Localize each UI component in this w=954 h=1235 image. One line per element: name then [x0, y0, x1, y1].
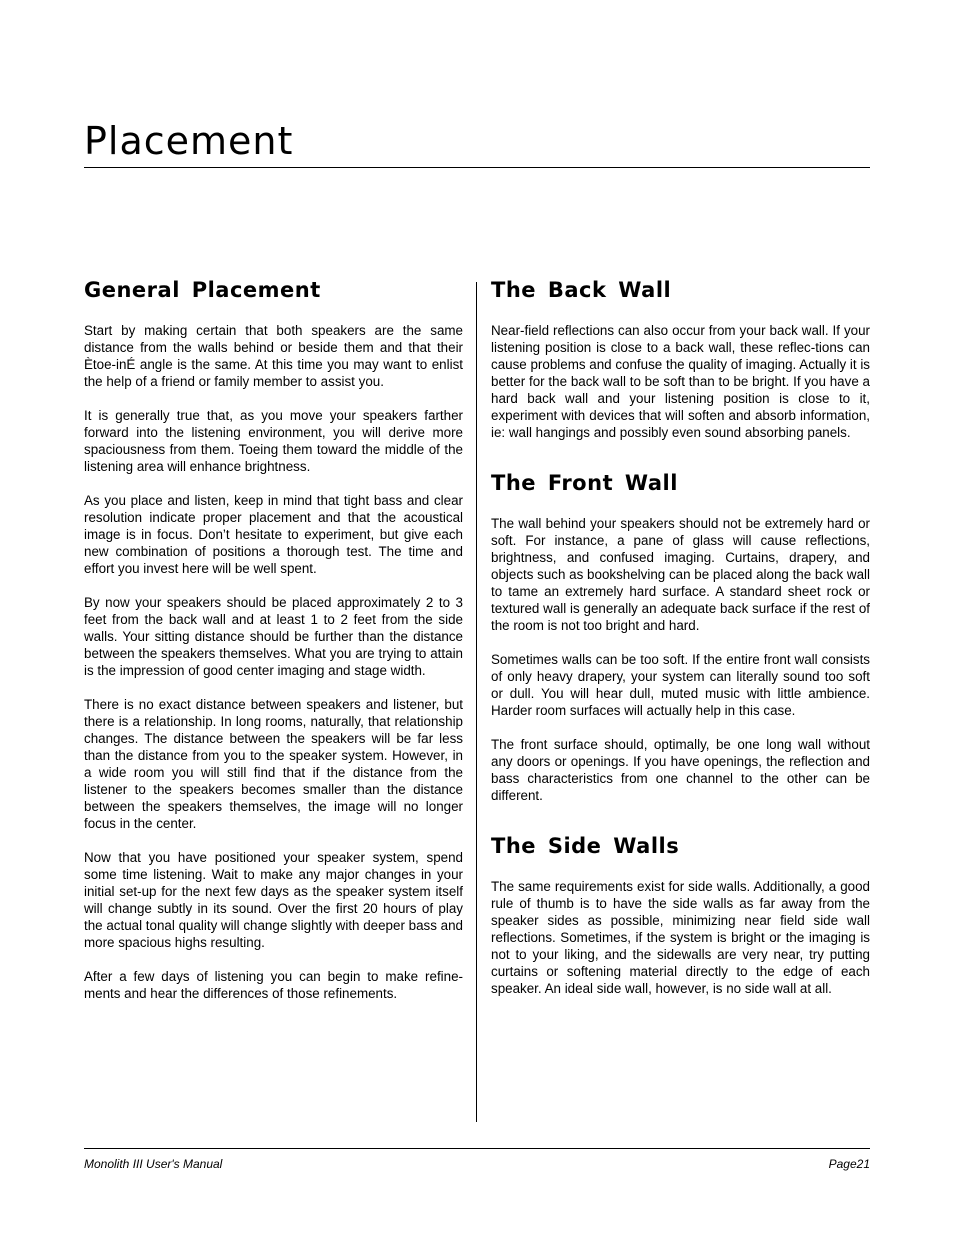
section-body — [84, 322, 463, 1002]
footer-divider — [84, 1148, 870, 1149]
section-general-placement — [84, 276, 463, 1002]
section-side-walls — [491, 832, 870, 997]
section-body — [491, 515, 870, 804]
left-column — [84, 276, 463, 1002]
paragraph: As you place and listen, keep in mind that tight bass and clear resolution indicate proper placement and that the acoustical image is in focus. Don’t hesitate to experiment, but give each new combination of positions a thorough test. The time and effort you invest here will be well spent. — [84, 493, 463, 576]
paragraph: Near-field reflections can also occur from your back wall. If your listening position is close to a back wall, these reflec-tions can cause problems and confuse the quality of imaging. Actually it is better for the back wall to be soft than to be bright. If you have a hard back wall and your listening position is close to it, experiment with devices that will soften and absorb information, ie: wall hangings and possibly even sound absorbing panels. — [491, 323, 870, 440]
section-back-wall — [491, 276, 870, 441]
section-heading: General Placement — [84, 278, 321, 302]
paragraph: Start by making certain that both speakers are the same distance from the walls behind or beside them and that their Ètoe-inÉ angle is the same. At this time you may want to enlist the help of a friend or family member to assist you. — [84, 323, 463, 389]
section-body — [491, 878, 870, 997]
paragraph: By now your speakers should be placed approximately 2 to 3 feet from the back wall and at least 1 to 2 feet from the side walls. Your sitting distance should be further than the distance between the speakers themselves. What you are trying to attain is the impression of good center imaging and stage width. — [84, 595, 463, 678]
page-title: Placement — [84, 119, 294, 163]
paragraph: There is no exact distance between speakers and listener, but there is a relationship. In long rooms, naturally, that relationship changes. The distance between the speakers will be far less than the distance from you to the speaker system. However, in a wide room you will still find that if the distance from the listener to the speakers becomes smaller than the distance between the speakers themselves, the image will no longer focus in the center. — [84, 697, 463, 831]
section-heading: The Side Walls — [491, 834, 680, 858]
title-divider — [84, 167, 870, 168]
footer-manual-title: Monolith III User's Manual — [84, 1157, 223, 1171]
paragraph: Sometimes walls can be too soft. If the entire front wall consists of only heavy drapery, your system can literally sound too soft or dull. You will hear dull, muted music with little ambience. Harder room surfaces will actually help in this case. — [491, 652, 870, 718]
paragraph: The wall behind your speakers should not be extremely hard or soft. For instance, a pane of glass will cause reflections, brightness, and confused imaging. Curtains, drapery, and objects such as bookshelving can be placed along the back wall to tame an extremely hard surface. A standard sheet rock or textured wall is generally an adequate back surface if the rest of the room is not too bright and hard. — [491, 516, 870, 633]
section-body — [491, 322, 870, 441]
paragraph: The same requirements exist for side walls. Additionally, a good rule of thumb is to have the side walls as far away from the speaker sides as possible, minimizing near field side wall reflections. Sometimes, if the system is bright or the imaging is not to your liking, and the sidewalls are very near, try putting curtains or softening material directly to the edge of each speaker. An ideal side wall, however, is no side wall at all. — [491, 879, 870, 996]
paragraph: Now that you have positioned your speaker system, spend some time listening. Wait to make any major changes in your initial set-up for the next few days as the speaker system itself will change subtly in its sound. Over the first 20 hours of play the actual tonal quality will change slightly with deeper bass and more spacious highs resulting. — [84, 850, 463, 950]
section-heading: The Back Wall — [491, 278, 672, 302]
footer-page-number: Page21 — [828, 1157, 870, 1171]
paragraph: It is generally true that, as you move your speakers farther forward into the listening environment, you will derive more spaciousness from them. Toeing them toward the middle of the listening area will enhance brightness. — [84, 408, 463, 474]
section-heading: The Front Wall — [491, 471, 678, 495]
right-column — [491, 276, 870, 997]
column-divider — [476, 282, 477, 1122]
section-front-wall — [491, 469, 870, 804]
paragraph: The front surface should, optimally, be one long wall without any doors or openings. If you have openings, the reflection and bass characteristics from one channel to the other can be different. — [491, 737, 870, 803]
paragraph: After a few days of listening you can begin to make refine-ments and hear the differences of those refinements. — [84, 969, 463, 1001]
